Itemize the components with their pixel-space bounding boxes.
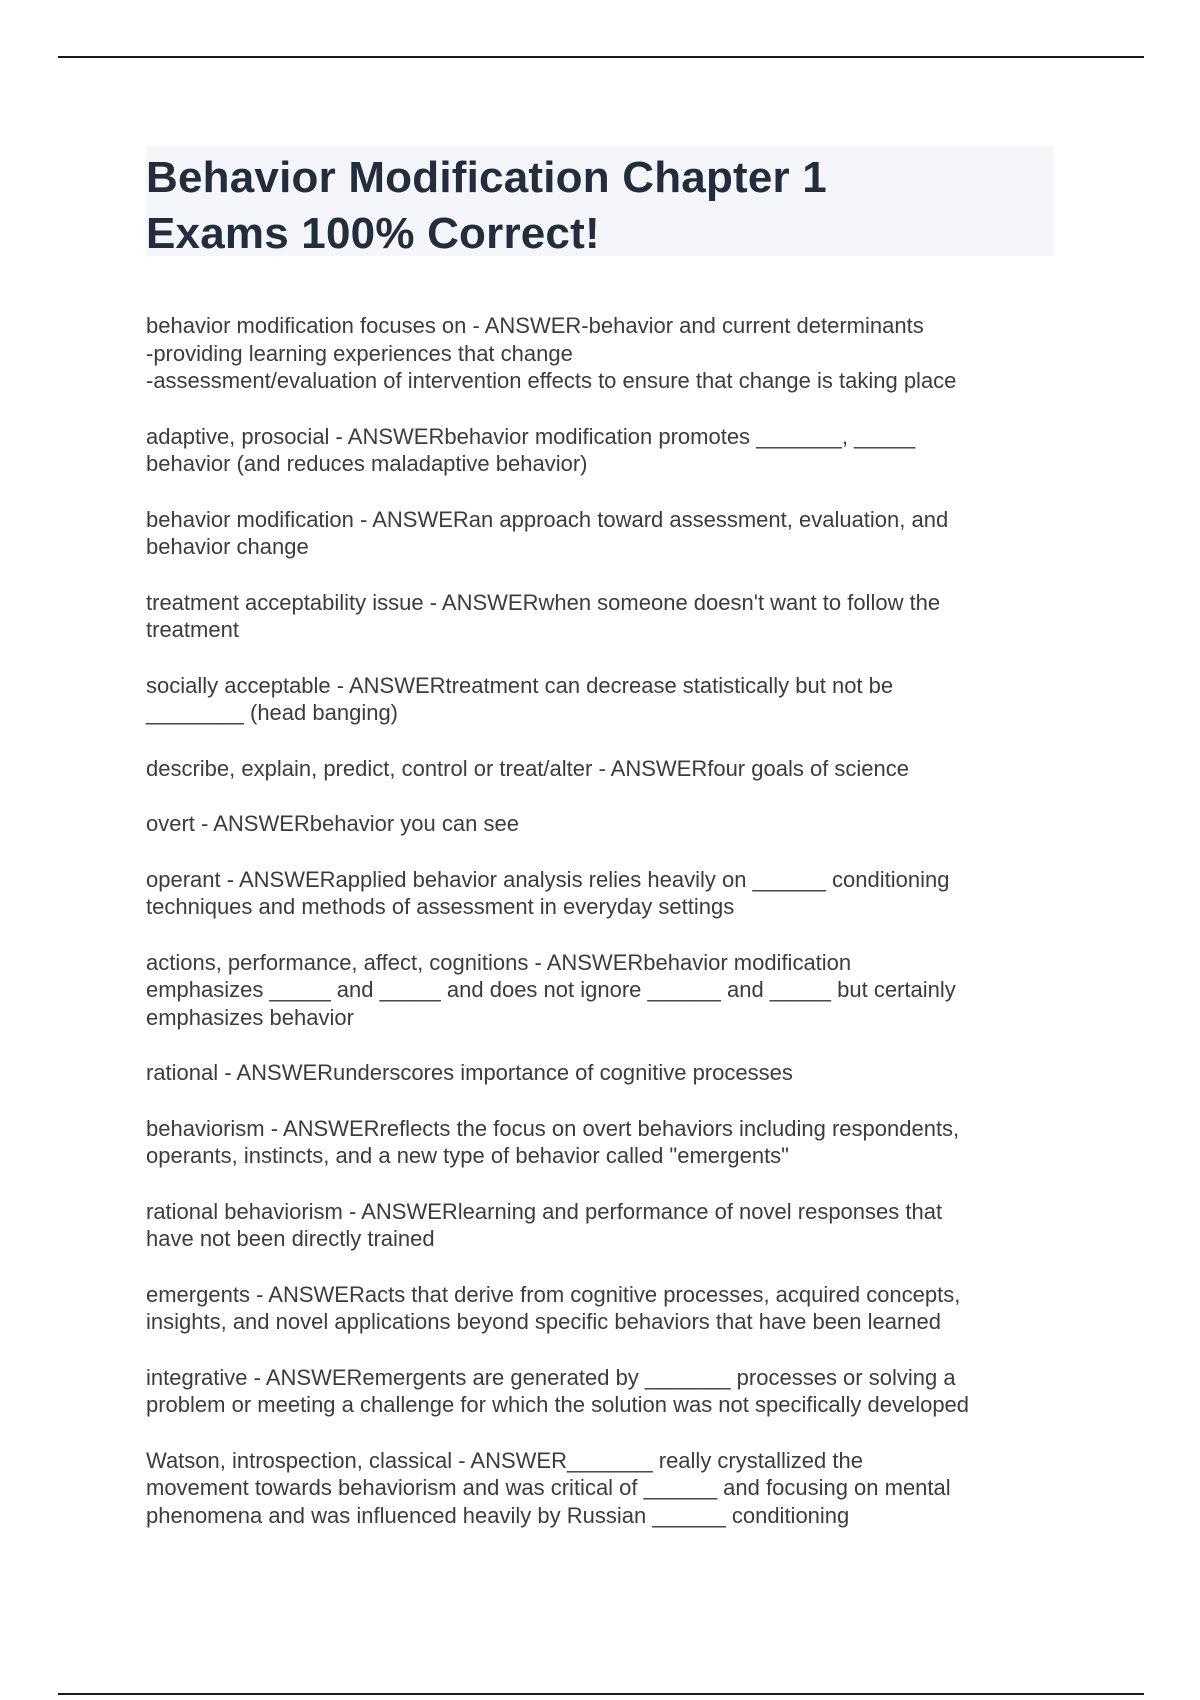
title-banner [146,146,1054,256]
qa-item: Watson, introspection, classical - ANSWER_______ really crystallized the movement towards behaviorism and was critical of ______ and focusing on mental phenomena and was influenced heavily by Russian ______ conditioning [146,1447,951,1528]
qa-item: operant - ANSWERapplied behavior analysis relies heavily on ______ conditioning techniques and methods of assessment in everyday settings [146,866,950,919]
page-title-line-2: Exams 100% Correct! [146,209,600,258]
qa-list [146,312,1056,1557]
qa-item: treatment acceptability issue - ANSWERwhen someone doesn't want to follow the treatment [146,589,941,642]
page-title-line-1: Behavior Modification Chapter 1 [146,153,827,202]
header-divider [58,56,1144,58]
qa-item: behaviorism - ANSWERreflects the focus on overt behaviors including respondents, operants, instincts, and a new type of behavior called "emergents" [146,1115,960,1168]
footer-divider [58,1693,1144,1695]
qa-item: behavior modification - ANSWERan approach toward assessment, evaluation, and behavior change [146,506,949,559]
qa-item: rational - ANSWERunderscores importance of cognitive processes [146,1060,793,1085]
qa-item: rational behaviorism - ANSWERlearning and performance of novel responses that have not been directly trained [146,1198,943,1251]
qa-item: adaptive, prosocial - ANSWERbehavior modification promotes _______, _____ behavior (and reduces maladaptive behavior) [146,423,916,476]
qa-item: actions, performance, affect, cognitions - ANSWERbehavior modification emphasizes _____ and _____ and does not ignore ______ and _____ but certainly emphasizes behavior [146,949,956,1030]
qa-item: emergents - ANSWERacts that derive from cognitive processes, acquired concepts, insights, and novel applications beyond specific behaviors that have been learned [146,1281,961,1334]
qa-item: socially acceptable - ANSWERtreatment can decrease statistically but not be ________ (head banging) [146,672,894,725]
qa-item: integrative - ANSWERemergents are generated by _______ processes or solving a problem or meeting a challenge for which the solution was not specifically developed [146,1364,970,1417]
qa-item: overt - ANSWERbehavior you can see [146,811,519,836]
page-title [146,150,1054,262]
qa-item: describe, explain, predict, control or treat/alter - ANSWERfour goals of science [146,755,910,781]
qa-item: behavior modification focuses on - ANSWER-behavior and current determinants -providing learning experiences that change -assessment/evaluation of intervention effects to ensure that change is taking place [146,313,957,393]
